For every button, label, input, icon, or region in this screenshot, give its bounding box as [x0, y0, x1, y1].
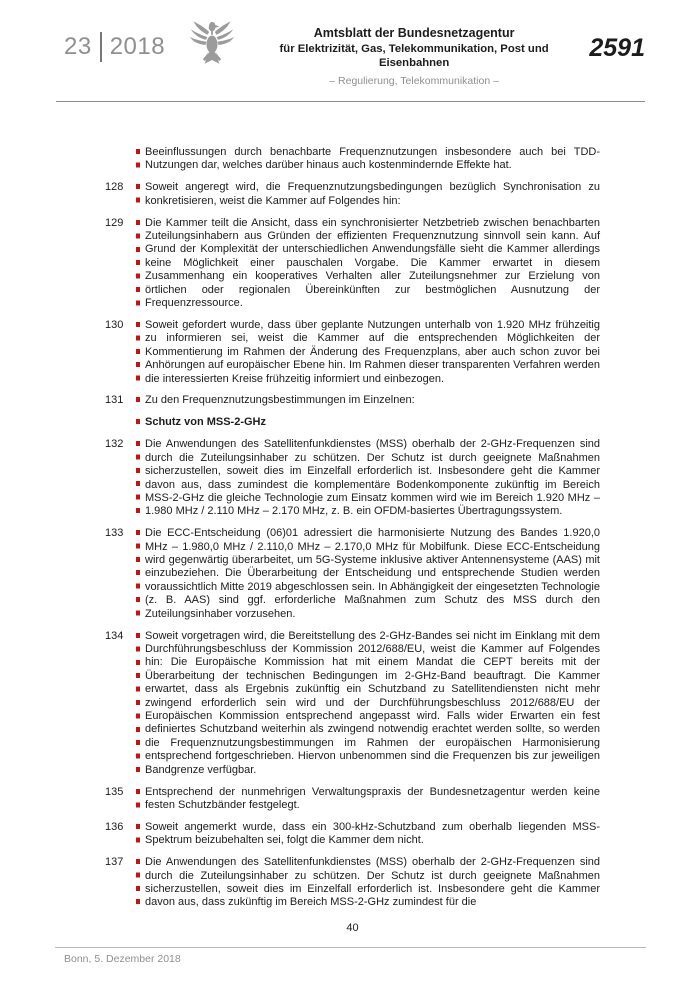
paragraph-text: Die Anwendungen des Satellitenfunkdienstes (MSS) oberhalb der 2-GHz-Frequenzen sind durch die Zuteilungsinhaber zu schützen. Der Schutz ist durch geeignete Maßnahmen sicherzustellen, soweit dies im Einzelfall erforderlich ist. Insbesondere geht die Kammer davon aus, dass zumindest die komplementäre Bodenkomponente zukünftig im Bereich MSS-2-GHz die gleiche Technologie zum Einsatz kommen wird wie im Bereich 1.920 MHz – 1.980 MHz / 2.110 MHz – 2.170 MHz, z. B. ein OFDM-basiertes Übertragungssystem.: [145, 438, 600, 518]
page-number-bottom: 40: [346, 921, 359, 934]
issue-divider: [100, 32, 102, 62]
paragraph-block: [105, 146, 600, 173]
paragraph-block: [105, 821, 600, 848]
section-label: – Regulierung, Telekommunikation –: [329, 74, 499, 87]
masthead-titles: [249, 26, 579, 87]
paragraph-text: Die Kammer teilt die Ansicht, dass ein synchronisierter Netzbetrieb zwischen benachbarten Zuteilungsinhabern aus Gründen der effizienten Frequenznutzung sinnvoll sein kann. Auf Grund der Komplexität der unterschiedlichen Anwendungsfälle sieht die Kammer allerdings keine Möglichkeit einer pauschalen Vorgabe. Die Kammer erwartet in diesem Zusammenhang ein kooperatives Verhalten aller Zuteilungsnehmer zur Erzielung von örtlichen oder regionalen Übereinkünften zur bestmöglichen Ausnutzung der Frequenzressource.: [145, 216, 600, 310]
section-heading: Schutz von MSS-2-GHz: [145, 416, 600, 429]
paragraph-block: [105, 630, 600, 777]
paragraph-block: [105, 786, 600, 813]
gazette-title: Amtsblatt der Bundesnetzagentur: [313, 26, 515, 40]
gazette-title-line2: für Elektrizität, Gas, Telekommunikation, Post und Eisenbahnen: [279, 42, 549, 70]
paragraph-number: 134: [105, 629, 124, 642]
page-number-top: 2591: [589, 34, 645, 62]
masthead: [0, 0, 700, 87]
paragraph-text: Die Anwendungen des Satellitenfunkdienstes (MSS) oberhalb der 2-GHz-Frequenzen sind durch die Zuteilungsinhaber zu schützen. Der Schutz ist durch geeignete Maßnahmen sicherzustellen, soweit dies im Einzelfall erforderlich ist. Insbesondere geht die Kammer davon aus, dass zukünftig im Bereich MSS-2-GHz zumindest für die: [145, 856, 600, 909]
issue-number: 23: [64, 33, 92, 60]
paragraph-number: 129: [105, 216, 124, 229]
paragraph-block: [105, 319, 600, 386]
paragraph-number: 130: [105, 318, 124, 331]
paragraph-number: 128: [105, 181, 124, 194]
footer-place-date: Bonn, 5. Dezember 2018: [64, 953, 181, 965]
issue-year: 2018: [109, 33, 166, 60]
paragraph-number: 135: [105, 785, 124, 798]
paragraph-number: 133: [105, 527, 124, 540]
paragraph-block: [105, 416, 600, 429]
paragraph-text: Soweit angemerkt wurde, dass ein 300-kHz-Schutzband zum oberhalb liegenden MSS-Spektrum beizubehalten sei, folgt die Kammer dem nicht.: [145, 820, 600, 847]
document-body: [0, 102, 600, 934]
paragraph-text: Soweit gefordert wurde, dass über geplante Nutzungen unterhalb von 1.920 MHz frühzeitig zu informieren sei, weist die Kammer auf die entsprechenden Möglichkeiten der Kommentierung im Rahmen der Änderung des Frequenzplans, aber auch schon zuvor bei Anhörungen auf europäischer Ebene hin. Im Rahmen dieser transparenten Verfahren werden die interessierten Kreise frühzeitig informiert und einbezogen.: [145, 318, 600, 385]
footer-divider: [55, 947, 646, 948]
paragraph-number: 131: [105, 394, 124, 407]
paragraph-block: [105, 438, 600, 518]
paragraph-text: Soweit vorgetragen wird, die Bereitstellung des 2-GHz-Bandes sei nicht im Einklang mit dem Durchführungsbeschluss der Kommission 2012/688/EU, weist die Kammer auf Folgendes hin: Die Europäische Kommission hat mit einem Mandat die CEPT bereits mit der Überarbeitung der technischen Bedingungen im 2-GHz-Band beauftragt. Die Kammer erwartet, dass als Ergebnis zukünftig ein Schutzband zu Satellitendiensten nicht mehr zwingend erforderlich sein wird und der Durchführungsbeschluss 2012/688/EU der Europäischen Kommission entsprechend angepasst wird. Falls wider Erwarten ein fest definiertes Schutzband weiterhin als zwingend notwendig erachtet werden sollte, so werden die Frequenznutzungsbestimmungen im Rahmen der europäischen Harmonisierung entsprechend fortgeschrieben. Hiervon unbenommen sind die Frequenzen bis zur jeweiligen Bandgrenze verfügbar.: [145, 629, 600, 776]
paragraph-text: Die ECC-Entscheidung (06)01 adressiert die harmonisierte Nutzung des Bandes 1.920,0 MHz – 1.980,0 MHz / 2.110,0 MHz – 2.170,0 MHz für Mobilfunk. Diese ECC-Entscheidung wird gegenwärtig überarbeitet, um 5G-Systeme inklusive aktiver Antennensysteme (AAS) mit einzubeziehen. Die Überarbeitung der Entscheidung und entsprechende Studien werden voraussichtlich Mitte 2019 abgeschlossen sein. In Abhängigkeit der eingesetzten Technologie (z. B. AAS) sind ggf. erforderliche Maßnahmen zum Schutz des MSS durch den Zuteilungsinhaber vorzusehen.: [145, 527, 600, 620]
paragraph-text: Zu den Frequenznutzungsbestimmungen im Einzelnen:: [145, 394, 600, 407]
paragraph-number: 132: [105, 438, 124, 451]
paragraph-text: Beeinflussungen durch benachbarte Frequenznutzungen insbesondere auch bei TDD-Nutzungen dar, welches darüber hinaus auch kostenmindernde Effekte hat.: [145, 145, 600, 172]
paragraph-text: Entsprechend der nunmehrigen Verwaltungspraxis der Bundesnetzagentur werden keine festen Schutzbänder festgelegt.: [145, 785, 600, 811]
issue-info: [64, 32, 165, 62]
paragraph-block: [105, 181, 600, 208]
paragraph-number: 136: [105, 820, 124, 833]
paragraph-block: [105, 856, 600, 910]
paragraph-block: [105, 217, 600, 311]
paragraph-number: 137: [105, 856, 124, 869]
paragraph-block: [105, 527, 600, 621]
paragraph-block: [105, 394, 600, 407]
paragraph-text: Soweit angeregt wird, die Frequenznutzungsbedingungen bezüglich Synchronisation zu konkretisieren, weist die Kammer auf Folgendes hin:: [145, 181, 600, 207]
federal-eagle-icon: [189, 18, 235, 68]
